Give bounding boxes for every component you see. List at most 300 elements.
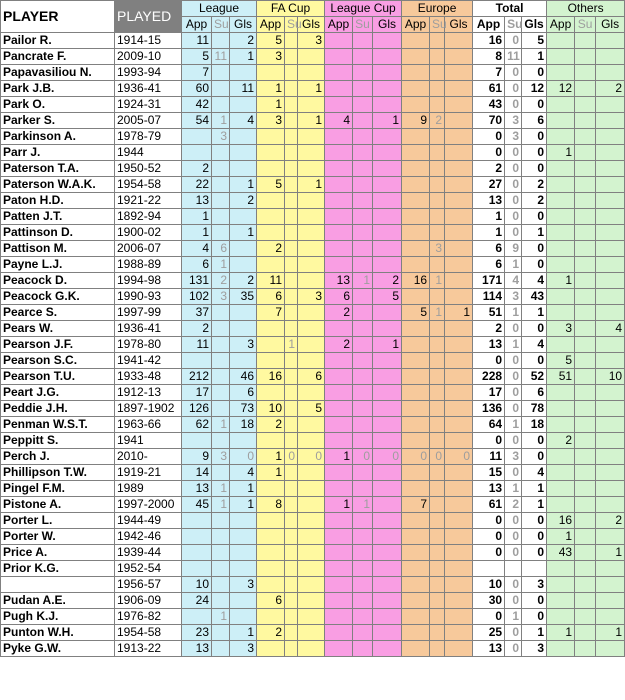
player-name: Park O. [1, 97, 115, 113]
league-cup-gls-cell [373, 385, 402, 401]
others-gls-cell [596, 97, 625, 113]
fa-cup-gls-cell [298, 257, 325, 273]
total-gls-cell: 6 [522, 385, 547, 401]
others-su-cell [575, 209, 596, 225]
league-app-cell: 14 [182, 465, 212, 481]
league-su-cell: 3 [212, 129, 230, 145]
league-gls-header: Gls [230, 17, 257, 33]
table-row [1, 145, 625, 161]
total-su-cell: 3 [505, 129, 522, 145]
europe-app-cell [402, 513, 430, 529]
league-cup-gls-cell [373, 401, 402, 417]
total-su-cell: 0 [505, 577, 522, 593]
total-app-header: App [473, 17, 505, 33]
total-app-cell: 0 [473, 145, 505, 161]
played-years: 1950-52 [115, 161, 182, 177]
fa-cup-app-cell [257, 225, 285, 241]
total-gls-cell: 18 [522, 417, 547, 433]
table-row [1, 49, 625, 65]
table-row [1, 609, 625, 625]
fa-cup-gls-cell [298, 273, 325, 289]
played-years: 1954-58 [115, 625, 182, 641]
europe-su-cell [430, 209, 445, 225]
fa-cup-app-cell [257, 561, 285, 577]
others-su-cell [575, 609, 596, 625]
others-su-cell [575, 545, 596, 561]
others-app-cell [547, 465, 575, 481]
others-su-cell [575, 369, 596, 385]
others-app-cell [547, 177, 575, 193]
others-gls-cell [596, 529, 625, 545]
europe-app-cell [402, 625, 430, 641]
europe-gls-cell [445, 481, 473, 497]
total-app-cell [473, 561, 505, 577]
league-cup-header: League Cup [325, 1, 402, 17]
fa-cup-su-cell [285, 209, 298, 225]
total-app-cell: 114 [473, 289, 505, 305]
europe-app-cell [402, 49, 430, 65]
others-su-cell [575, 353, 596, 369]
others-gls-cell [596, 145, 625, 161]
table-row [1, 33, 625, 49]
table-row [1, 481, 625, 497]
others-su-cell [575, 65, 596, 81]
league-su-cell [212, 65, 230, 81]
player-name: Pearson S.C. [1, 353, 115, 369]
fa-cup-su-cell [285, 641, 298, 657]
table-row [1, 321, 625, 337]
europe-app-cell [402, 353, 430, 369]
others-gls-cell [596, 289, 625, 305]
europe-app-cell [402, 65, 430, 81]
total-gls-cell: 5 [522, 33, 547, 49]
fa-cup-su-cell [285, 545, 298, 561]
europe-su-cell [430, 401, 445, 417]
league-cup-app-cell [325, 625, 353, 641]
total-su-cell: 1 [505, 305, 522, 321]
played-years: 1906-09 [115, 593, 182, 609]
total-gls-cell: 0 [522, 545, 547, 561]
europe-app-cell [402, 417, 430, 433]
others-su-cell [575, 433, 596, 449]
league-cup-su-cell [353, 145, 373, 161]
played-years: 1924-31 [115, 97, 182, 113]
total-su-cell: 1 [505, 337, 522, 353]
europe-su-cell [430, 353, 445, 369]
fa-cup-gls-cell [298, 65, 325, 81]
league-cup-su-cell: 1 [353, 497, 373, 513]
league-su-cell [212, 209, 230, 225]
played-years: 1936-41 [115, 321, 182, 337]
fa-cup-su-cell [285, 481, 298, 497]
europe-su-cell [430, 321, 445, 337]
league-cup-su-cell [353, 81, 373, 97]
europe-app-cell [402, 145, 430, 161]
league-gls-cell [230, 305, 257, 321]
league-gls-cell [230, 561, 257, 577]
fa-cup-gls-cell [298, 321, 325, 337]
total-su-cell: 1 [505, 481, 522, 497]
others-app-cell [547, 225, 575, 241]
player-name: Peacock G.K. [1, 289, 115, 305]
league-app-cell: 22 [182, 177, 212, 193]
others-gls-cell [596, 225, 625, 241]
league-cup-gls-cell [373, 369, 402, 385]
league-cup-su-cell [353, 609, 373, 625]
europe-gls-cell [445, 289, 473, 305]
total-gls-cell: 3 [522, 641, 547, 657]
player-name: Patten J.T. [1, 209, 115, 225]
table-row [1, 593, 625, 609]
total-app-cell: 64 [473, 417, 505, 433]
total-app-cell: 61 [473, 497, 505, 513]
league-gls-cell: 46 [230, 369, 257, 385]
fa-cup-app-cell [257, 385, 285, 401]
fa-cup-app-cell: 2 [257, 417, 285, 433]
played-years: 1914-15 [115, 33, 182, 49]
played-years: 1978-80 [115, 337, 182, 353]
league-su-cell [212, 433, 230, 449]
others-app-cell [547, 449, 575, 465]
league-gls-cell: 1 [230, 225, 257, 241]
league-su-cell: 1 [212, 257, 230, 273]
league-app-cell: 11 [182, 337, 212, 353]
fa-cup-gls-cell [298, 609, 325, 625]
player-name: Pearson J.F. [1, 337, 115, 353]
fa-cup-gls-cell: 3 [298, 33, 325, 49]
league-cup-gls-cell [373, 177, 402, 193]
total-app-cell: 30 [473, 593, 505, 609]
player-name: Perch J. [1, 449, 115, 465]
others-su-cell [575, 321, 596, 337]
fa-cup-gls-cell: 3 [298, 289, 325, 305]
others-gls-cell: 1 [596, 625, 625, 641]
fa-cup-su-cell [285, 289, 298, 305]
fa-cup-app-cell [257, 545, 285, 561]
total-app-cell: 16 [473, 33, 505, 49]
table-row [1, 545, 625, 561]
total-su-cell: 0 [505, 65, 522, 81]
europe-gls-cell [445, 337, 473, 353]
league-cup-app-cell: 2 [325, 305, 353, 321]
others-app-cell [547, 337, 575, 353]
others-app-cell [547, 33, 575, 49]
group-header-row [1, 1, 625, 17]
league-cup-gls-cell [373, 305, 402, 321]
player-name: Park J.B. [1, 81, 115, 97]
table-row [1, 401, 625, 417]
europe-app-cell: 5 [402, 305, 430, 321]
league-cup-gls-cell [373, 129, 402, 145]
others-app-cell [547, 113, 575, 129]
fa-cup-app-cell [257, 609, 285, 625]
fa-cup-su-cell [285, 225, 298, 241]
fa-cup-su-cell [285, 81, 298, 97]
played-years: 1978-79 [115, 129, 182, 145]
fa-cup-app-cell: 7 [257, 305, 285, 321]
europe-su-cell [430, 433, 445, 449]
fa-cup-su-cell [285, 433, 298, 449]
league-gls-cell [230, 241, 257, 257]
league-gls-cell [230, 353, 257, 369]
league-app-cell: 13 [182, 193, 212, 209]
fa-cup-app-cell: 11 [257, 273, 285, 289]
league-app-cell [182, 609, 212, 625]
table-row [1, 193, 625, 209]
fa-cup-su-cell [285, 561, 298, 577]
player-name: Pugh K.J. [1, 609, 115, 625]
europe-gls-cell [445, 33, 473, 49]
league-cup-app-header: App [325, 17, 353, 33]
others-gls-cell [596, 449, 625, 465]
europe-app-cell [402, 369, 430, 385]
total-app-cell: 13 [473, 337, 505, 353]
league-cup-su-cell [353, 241, 373, 257]
played-years: 2010- [115, 449, 182, 465]
fa-cup-app-cell [257, 257, 285, 273]
total-gls-cell: 0 [522, 449, 547, 465]
played-years: 1989 [115, 481, 182, 497]
played-years: 1954-58 [115, 177, 182, 193]
league-cup-su-cell [353, 289, 373, 305]
europe-app-cell [402, 225, 430, 241]
total-gls-cell: 0 [522, 513, 547, 529]
fa-cup-su-cell [285, 417, 298, 433]
total-su-cell: 3 [505, 289, 522, 305]
fa-cup-app-cell: 1 [257, 81, 285, 97]
europe-gls-cell [445, 577, 473, 593]
league-app-cell: 13 [182, 481, 212, 497]
played-years: 2005-07 [115, 113, 182, 129]
league-su-cell: 3 [212, 289, 230, 305]
europe-gls-cell [445, 353, 473, 369]
others-su-cell [575, 241, 596, 257]
fa-cup-gls-cell: 5 [298, 401, 325, 417]
europe-gls-cell [445, 433, 473, 449]
others-su-cell [575, 513, 596, 529]
europe-su-cell: 2 [430, 113, 445, 129]
league-cup-app-cell [325, 129, 353, 145]
total-su-cell: 0 [505, 641, 522, 657]
league-cup-app-cell [325, 545, 353, 561]
fa-cup-su-cell: 0 [285, 449, 298, 465]
total-su-cell: 3 [505, 449, 522, 465]
total-su-cell: 0 [505, 465, 522, 481]
league-cup-app-cell [325, 353, 353, 369]
fa-cup-gls-cell [298, 305, 325, 321]
total-su-cell [505, 561, 522, 577]
league-app-cell: 6 [182, 257, 212, 273]
fa-cup-gls-cell [298, 49, 325, 65]
total-gls-cell: 4 [522, 337, 547, 353]
league-gls-cell [230, 209, 257, 225]
fa-cup-app-cell: 5 [257, 177, 285, 193]
league-cup-app-cell [325, 417, 353, 433]
total-gls-cell: 0 [522, 593, 547, 609]
league-app-cell: 13 [182, 641, 212, 657]
total-gls-cell: 0 [522, 145, 547, 161]
europe-su-cell [430, 81, 445, 97]
fa-cup-app-cell [257, 321, 285, 337]
league-su-cell [212, 177, 230, 193]
others-gls-cell [596, 641, 625, 657]
europe-app-cell [402, 385, 430, 401]
played-years: 1912-13 [115, 385, 182, 401]
league-su-cell [212, 193, 230, 209]
league-cup-app-cell [325, 465, 353, 481]
total-su-cell: 11 [505, 49, 522, 65]
table-row [1, 337, 625, 353]
league-cup-app-cell [325, 593, 353, 609]
others-app-cell [547, 193, 575, 209]
fa-cup-gls-cell [298, 465, 325, 481]
player-name: Peppitt S. [1, 433, 115, 449]
others-app-cell: 1 [547, 145, 575, 161]
europe-gls-cell [445, 257, 473, 273]
fa-cup-su-cell [285, 593, 298, 609]
fa-cup-app-cell: 1 [257, 97, 285, 113]
fa-cup-su-cell [285, 321, 298, 337]
league-cup-su-cell [353, 113, 373, 129]
league-su-cell [212, 305, 230, 321]
league-app-cell: 1 [182, 225, 212, 241]
others-su-cell [575, 401, 596, 417]
league-cup-su-cell [353, 257, 373, 273]
league-cup-su-cell [353, 641, 373, 657]
league-app-cell [182, 513, 212, 529]
league-cup-gls-cell [373, 625, 402, 641]
table-row [1, 385, 625, 401]
league-cup-su-cell [353, 161, 373, 177]
player-rows [1, 33, 625, 657]
league-cup-su-cell [353, 97, 373, 113]
league-su-cell [212, 625, 230, 641]
fa-cup-app-cell: 6 [257, 593, 285, 609]
fa-cup-app-cell [257, 209, 285, 225]
player-name: Parker S. [1, 113, 115, 129]
table-row [1, 209, 625, 225]
total-gls-cell: 0 [522, 97, 547, 113]
player-name: Price A. [1, 545, 115, 561]
league-su-cell [212, 401, 230, 417]
fa-cup-gls-cell [298, 337, 325, 353]
others-app-cell: 1 [547, 273, 575, 289]
fa-cup-su-cell [285, 465, 298, 481]
europe-gls-cell [445, 241, 473, 257]
league-app-cell: 131 [182, 273, 212, 289]
europe-app-cell [402, 433, 430, 449]
fa-cup-app-cell: 1 [257, 449, 285, 465]
total-gls-cell: 1 [522, 305, 547, 321]
others-gls-cell [596, 305, 625, 321]
others-gls-cell [596, 241, 625, 257]
europe-su-cell [430, 465, 445, 481]
league-app-cell [182, 561, 212, 577]
league-cup-su-cell [353, 225, 373, 241]
total-gls-cell: 78 [522, 401, 547, 417]
europe-gls-cell [445, 81, 473, 97]
europe-su-cell [430, 545, 445, 561]
fa-cup-app-cell: 1 [257, 465, 285, 481]
played-years: 1941 [115, 433, 182, 449]
league-cup-su-cell [353, 65, 373, 81]
europe-gls-cell [445, 529, 473, 545]
fa-cup-app-cell [257, 161, 285, 177]
others-app-cell [547, 97, 575, 113]
total-app-cell: 6 [473, 241, 505, 257]
league-app-header: App [182, 17, 212, 33]
fa-cup-app-cell [257, 193, 285, 209]
fa-cup-su-cell [285, 33, 298, 49]
league-gls-cell: 0 [230, 449, 257, 465]
player-name: Peacock D. [1, 273, 115, 289]
league-cup-gls-cell [373, 225, 402, 241]
league-gls-cell [230, 593, 257, 609]
others-gls-cell [596, 193, 625, 209]
league-gls-cell [230, 545, 257, 561]
league-cup-su-cell [353, 193, 373, 209]
table-row [1, 433, 625, 449]
league-app-cell: 54 [182, 113, 212, 129]
league-cup-app-cell [325, 177, 353, 193]
fa-cup-gls-cell [298, 145, 325, 161]
league-app-cell: 9 [182, 449, 212, 465]
others-app-cell [547, 305, 575, 321]
europe-su-cell: 3 [430, 241, 445, 257]
fa-cup-su-cell [285, 273, 298, 289]
player-name: Pattison M. [1, 241, 115, 257]
total-app-cell: 0 [473, 609, 505, 625]
player-name: Pudan A.E. [1, 593, 115, 609]
total-gls-cell: 0 [522, 353, 547, 369]
europe-app-cell [402, 241, 430, 257]
league-su-cell: 3 [212, 449, 230, 465]
europe-su-cell [430, 417, 445, 433]
total-app-cell: 2 [473, 161, 505, 177]
total-gls-cell: 6 [522, 113, 547, 129]
league-cup-gls-cell [373, 641, 402, 657]
fa-cup-gls-cell [298, 385, 325, 401]
total-gls-cell: 43 [522, 289, 547, 305]
player-name: Pingel F.M. [1, 481, 115, 497]
league-cup-app-cell: 13 [325, 273, 353, 289]
player-name: Porter L. [1, 513, 115, 529]
fa-cup-app-cell [257, 513, 285, 529]
fa-cup-su-cell [285, 129, 298, 145]
fa-cup-gls-cell [298, 161, 325, 177]
europe-su-cell [430, 337, 445, 353]
total-gls-cell: 2 [522, 193, 547, 209]
played-years: 1963-66 [115, 417, 182, 433]
europe-app-cell [402, 161, 430, 177]
total-gls-cell: 0 [522, 241, 547, 257]
league-su-cell: 11 [212, 49, 230, 65]
league-cup-gls-cell [373, 593, 402, 609]
europe-gls-cell [445, 625, 473, 641]
total-gls-cell: 3 [522, 577, 547, 593]
others-su-cell [575, 257, 596, 273]
others-app-cell [547, 241, 575, 257]
league-su-cell [212, 97, 230, 113]
fa-cup-gls-cell [298, 593, 325, 609]
league-app-cell [182, 353, 212, 369]
others-gls-cell [596, 257, 625, 273]
fa-cup-gls-cell [298, 545, 325, 561]
total-gls-cell: 1 [522, 481, 547, 497]
europe-su-cell [430, 193, 445, 209]
total-su-cell: 0 [505, 177, 522, 193]
fa-cup-su-cell [285, 609, 298, 625]
